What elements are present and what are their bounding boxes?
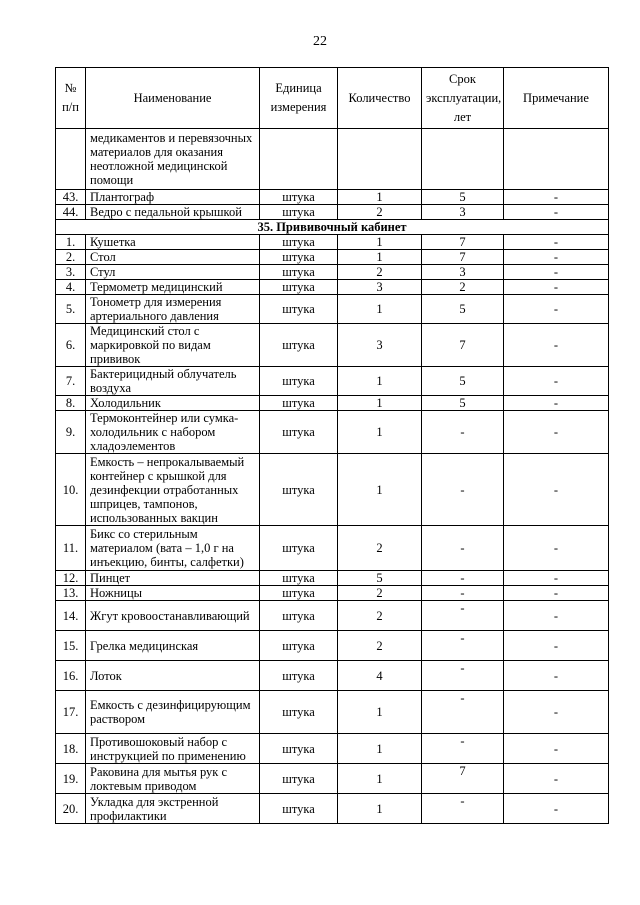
row-num: 10. xyxy=(56,454,86,526)
table-row xyxy=(56,411,609,454)
row-num: 5. xyxy=(56,295,86,324)
table-row xyxy=(56,265,609,280)
row-num: 16. xyxy=(56,661,86,691)
row-life: - xyxy=(422,526,504,571)
row-name: Ведро с педальной крышкой xyxy=(86,205,260,220)
row-unit: штука xyxy=(260,586,338,601)
row-name: Пинцет xyxy=(86,571,260,586)
row-unit: штука xyxy=(260,764,338,794)
row-qty: 1 xyxy=(338,734,422,764)
row-qty: 2 xyxy=(338,265,422,280)
row-unit: штука xyxy=(260,794,338,824)
table-row xyxy=(56,691,609,734)
table-row xyxy=(56,631,609,661)
row-qty: 4 xyxy=(338,661,422,691)
row-name: Стул xyxy=(86,265,260,280)
row-note: - xyxy=(504,295,609,324)
row-note: - xyxy=(504,190,609,205)
row-life: - xyxy=(422,411,504,454)
row-qty: 2 xyxy=(338,205,422,220)
row-note: - xyxy=(504,631,609,661)
table-row xyxy=(56,295,609,324)
row-unit: штука xyxy=(260,265,338,280)
row-note: - xyxy=(504,265,609,280)
row-unit: штука xyxy=(260,324,338,367)
row-qty: 3 xyxy=(338,280,422,295)
header-qty: Количество xyxy=(338,68,422,129)
row-note: - xyxy=(504,396,609,411)
row-life: 5 xyxy=(422,190,504,205)
row-unit: штука xyxy=(260,661,338,691)
row-name: Медицинский стол с маркировкой по видам прививок xyxy=(86,324,260,367)
row-unit: штука xyxy=(260,250,338,265)
equipment-table xyxy=(55,67,609,824)
row-life: 7 xyxy=(422,250,504,265)
row-unit: штука xyxy=(260,571,338,586)
row-name: Жгут кровоостанавливающий xyxy=(86,601,260,631)
row-num: 9. xyxy=(56,411,86,454)
row-unit: штука xyxy=(260,454,338,526)
table-row xyxy=(56,235,609,250)
row-life: - xyxy=(422,661,504,691)
row-life: 5 xyxy=(422,367,504,396)
table-row xyxy=(56,764,609,794)
row-unit: штука xyxy=(260,526,338,571)
row-note: - xyxy=(504,661,609,691)
row-unit: штука xyxy=(260,205,338,220)
row-qty: 1 xyxy=(338,396,422,411)
row-unit: штука xyxy=(260,631,338,661)
table-row xyxy=(56,661,609,691)
row-note: - xyxy=(504,324,609,367)
row-note: - xyxy=(504,411,609,454)
header-num: № п/п xyxy=(56,68,86,129)
row-name: Лоток xyxy=(86,661,260,691)
table-row xyxy=(56,794,609,824)
row-unit: штука xyxy=(260,280,338,295)
row-num: 11. xyxy=(56,526,86,571)
row-note: - xyxy=(504,571,609,586)
table-row xyxy=(56,586,609,601)
row-name: Термометр медицинский xyxy=(86,280,260,295)
row-num: 44. xyxy=(56,205,86,220)
row-life: 7 xyxy=(422,235,504,250)
row-name: Емкость – непрокалываемый контейнер с крышкой для дезинфекции отработанных шприцев, тампонов, использованных вакцин xyxy=(86,454,260,526)
row-num: 20. xyxy=(56,794,86,824)
table-row xyxy=(56,190,609,205)
row-life: 5 xyxy=(422,295,504,324)
header-name: Наименование xyxy=(86,68,260,129)
row-num: 2. xyxy=(56,250,86,265)
table-row xyxy=(56,734,609,764)
table-row xyxy=(56,454,609,526)
row-name: Противошоковый набор с инструкцией по применению xyxy=(86,734,260,764)
row-qty: 1 xyxy=(338,411,422,454)
row-life: - xyxy=(422,794,504,824)
page-number: 22 xyxy=(313,34,327,49)
header-unit: Единица измерения xyxy=(260,68,338,129)
row-note: - xyxy=(504,794,609,824)
row-qty: 3 xyxy=(338,324,422,367)
row-name: Грелка медицинская xyxy=(86,631,260,661)
row-life: - xyxy=(422,586,504,601)
row-qty: 1 xyxy=(338,794,422,824)
row-life: - xyxy=(422,601,504,631)
row-num: 43. xyxy=(56,190,86,205)
row-name: Бактерицидный облучатель воздуха xyxy=(86,367,260,396)
table-row xyxy=(56,250,609,265)
row-note: - xyxy=(504,235,609,250)
row-unit: штука xyxy=(260,190,338,205)
row-qty: 2 xyxy=(338,526,422,571)
row-note: - xyxy=(504,526,609,571)
table-row xyxy=(56,396,609,411)
row-unit: штука xyxy=(260,411,338,454)
continuation-text: медикаментов и перевязочных материалов для оказания неотложной медицинской помощи xyxy=(86,129,260,190)
row-name: Ножницы xyxy=(86,586,260,601)
row-life: 3 xyxy=(422,205,504,220)
row-note: - xyxy=(504,734,609,764)
row-unit: штука xyxy=(260,601,338,631)
row-num: 15. xyxy=(56,631,86,661)
row-unit: штука xyxy=(260,367,338,396)
row-qty: 1 xyxy=(338,190,422,205)
row-note: - xyxy=(504,586,609,601)
row-note: - xyxy=(504,691,609,734)
row-name: Емкость с дезинфицирующим раствором xyxy=(86,691,260,734)
row-unit: штука xyxy=(260,734,338,764)
row-note: - xyxy=(504,250,609,265)
row-name: Кушетка xyxy=(86,235,260,250)
table-row xyxy=(56,205,609,220)
row-life: - xyxy=(422,571,504,586)
row-name: Укладка для экстренной профилактики xyxy=(86,794,260,824)
row-note: - xyxy=(504,601,609,631)
header-life: Срок эксплуатации, лет xyxy=(422,68,504,129)
row-name: Стол xyxy=(86,250,260,265)
row-unit: штука xyxy=(260,396,338,411)
row-life: 7 xyxy=(422,324,504,367)
row-life: 3 xyxy=(422,265,504,280)
row-unit: штука xyxy=(260,691,338,734)
row-num: 12. xyxy=(56,571,86,586)
row-name: Плантограф xyxy=(86,190,260,205)
row-life: - xyxy=(422,631,504,661)
row-life: 7 xyxy=(422,764,504,794)
row-num: 4. xyxy=(56,280,86,295)
row-unit: штука xyxy=(260,235,338,250)
row-qty: 1 xyxy=(338,235,422,250)
table-row xyxy=(56,324,609,367)
row-name: Холодильник xyxy=(86,396,260,411)
row-note: - xyxy=(504,764,609,794)
row-num: 8. xyxy=(56,396,86,411)
row-num: 3. xyxy=(56,265,86,280)
row-num: 6. xyxy=(56,324,86,367)
row-qty: 2 xyxy=(338,586,422,601)
row-num: 1. xyxy=(56,235,86,250)
row-note: - xyxy=(504,454,609,526)
row-unit: штука xyxy=(260,295,338,324)
row-life: - xyxy=(422,734,504,764)
row-name: Тонометр для измерения артериального давления xyxy=(86,295,260,324)
row-life: 5 xyxy=(422,396,504,411)
row-life: - xyxy=(422,691,504,734)
row-note: - xyxy=(504,205,609,220)
table-row xyxy=(56,280,609,295)
section-title: 35. Прививочный кабинет xyxy=(56,220,609,235)
table-header-row xyxy=(56,68,609,129)
header-note: Примечание xyxy=(504,68,609,129)
row-qty: 2 xyxy=(338,631,422,661)
row-qty: 5 xyxy=(338,571,422,586)
row-num: 14. xyxy=(56,601,86,631)
row-qty: 1 xyxy=(338,764,422,794)
row-num: 13. xyxy=(56,586,86,601)
row-name: Бикс со стерильным материалом (вата – 1,0 г на инъекцию, бинты, салфетки) xyxy=(86,526,260,571)
table-row xyxy=(56,601,609,631)
row-life: 2 xyxy=(422,280,504,295)
table-row xyxy=(56,367,609,396)
row-qty: 1 xyxy=(338,691,422,734)
table-row xyxy=(56,571,609,586)
row-note: - xyxy=(504,367,609,396)
row-num: 18. xyxy=(56,734,86,764)
row-qty: 1 xyxy=(338,295,422,324)
row-qty: 2 xyxy=(338,601,422,631)
row-qty: 1 xyxy=(338,454,422,526)
continuation-row xyxy=(56,129,609,190)
table-row xyxy=(56,526,609,571)
row-name: Раковина для мытья рук с локтевым приводом xyxy=(86,764,260,794)
row-qty: 1 xyxy=(338,250,422,265)
row-note: - xyxy=(504,280,609,295)
row-qty: 1 xyxy=(338,367,422,396)
row-life: - xyxy=(422,454,504,526)
row-num: 19. xyxy=(56,764,86,794)
section-row xyxy=(56,220,609,235)
row-num: 7. xyxy=(56,367,86,396)
row-num: 17. xyxy=(56,691,86,734)
row-name: Термоконтейнер или сумка-холодильник с набором хладоэлементов xyxy=(86,411,260,454)
